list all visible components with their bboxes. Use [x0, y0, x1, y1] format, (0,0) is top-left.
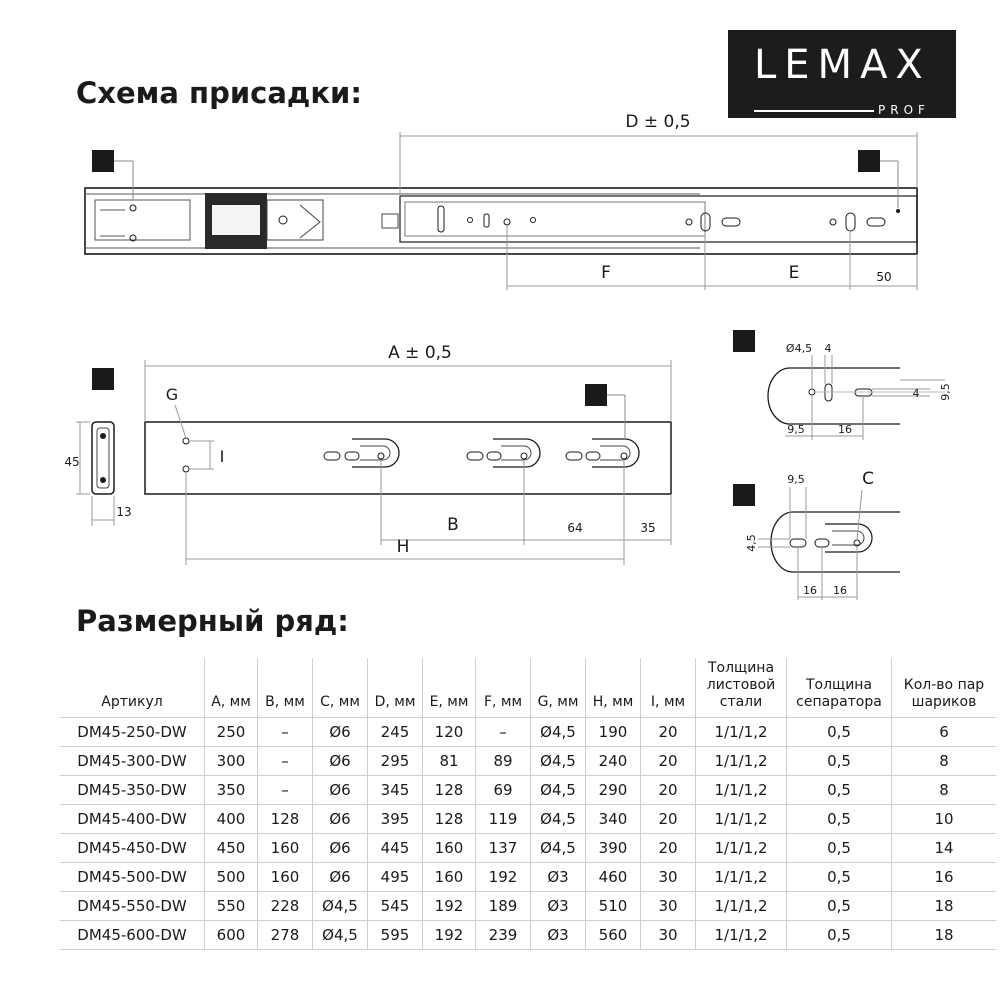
- detail-2-d95-bottom: 9,5: [787, 423, 805, 436]
- table-row: [60, 834, 996, 863]
- table-cell: Ø4,5: [531, 718, 586, 747]
- detail-2-d4top: 4: [824, 342, 832, 355]
- table-cell: 8: [892, 776, 997, 805]
- table-cell: 240: [586, 747, 641, 776]
- scheme-heading: Схема присадки:: [76, 76, 362, 110]
- table-cell: 89: [476, 747, 531, 776]
- slot: [815, 539, 829, 547]
- table-cell: 500: [205, 863, 258, 892]
- table-cell: 1/1/1,2: [696, 776, 787, 805]
- table-cell: Ø4,5: [531, 834, 586, 863]
- side-profile: [64, 368, 131, 526]
- hole: [830, 219, 836, 225]
- table-cell: Ø3: [531, 921, 586, 950]
- table-cell: 550: [205, 892, 258, 921]
- table-cell: 545: [368, 892, 423, 921]
- table-cell: 450: [205, 834, 258, 863]
- table-cell: 600: [205, 921, 258, 950]
- hole: [686, 219, 692, 225]
- dim-b-label: B: [447, 515, 459, 535]
- slot-group: [467, 439, 540, 467]
- main-rail: [145, 343, 671, 565]
- table-cell: 160: [423, 863, 476, 892]
- column-header: F, мм: [476, 658, 531, 718]
- marker-3-detail-label: 3: [739, 487, 749, 505]
- table-cell: 192: [476, 863, 531, 892]
- table-cell: 190: [586, 718, 641, 747]
- table-cell: 128: [423, 776, 476, 805]
- column-header: G, мм: [531, 658, 586, 718]
- detail-2-d4: 4: [912, 387, 920, 400]
- table-cell: 1/1/1,2: [696, 805, 787, 834]
- table-cell: Ø6: [313, 718, 368, 747]
- detail-2-d45: Ø4,5: [785, 342, 813, 355]
- table-cell: 1/1/1,2: [696, 718, 787, 747]
- slot: [846, 213, 855, 231]
- column-header-line: Кол-во пар: [903, 677, 985, 693]
- table-cell: 0,5: [787, 776, 892, 805]
- hole: [130, 205, 136, 211]
- logo-sub-text: PROF: [878, 103, 930, 117]
- table-cell: Ø6: [313, 776, 368, 805]
- table-cell: Ø3: [531, 863, 586, 892]
- dim-13-label: 13: [116, 505, 132, 519]
- table-header-row: [60, 658, 996, 718]
- marker-1-side-label: 1: [98, 371, 108, 389]
- table-row: [60, 805, 996, 834]
- logo-main-text: LEMAX: [754, 42, 931, 88]
- table-cell: 20: [641, 834, 696, 863]
- table-cell: 1/1/1,2: [696, 834, 787, 863]
- dim-50-label: 50: [876, 270, 892, 284]
- table-cell: 460: [586, 863, 641, 892]
- table-cell: Ø4,5: [313, 892, 368, 921]
- table-cell: Ø4,5: [531, 747, 586, 776]
- table-cell: 20: [641, 718, 696, 747]
- slot: [867, 218, 885, 226]
- slot-group: [566, 439, 639, 467]
- table-cell: 69: [476, 776, 531, 805]
- column-header-line: Толщина: [707, 660, 775, 676]
- push-mechanism-spring: [300, 205, 320, 238]
- table-cell: 295: [368, 747, 423, 776]
- article-cell: DM45-450-DW: [60, 834, 205, 863]
- table-cell: 30: [641, 892, 696, 921]
- table-cell: 0,5: [787, 892, 892, 921]
- column-header: Артикул: [60, 658, 205, 718]
- range-heading: Размерный ряд:: [76, 604, 349, 638]
- hole: [468, 218, 473, 223]
- detail-3-d16b: 16: [833, 584, 847, 597]
- article-cell: DM45-550-DW: [60, 892, 205, 921]
- column-header-line: шариков: [911, 694, 977, 710]
- table-cell: Ø6: [313, 805, 368, 834]
- detail-3-slot: [825, 524, 872, 552]
- slot: [438, 206, 444, 232]
- table-row: [60, 776, 996, 805]
- table-cell: 390: [586, 834, 641, 863]
- column-header: C, мм: [313, 658, 368, 718]
- column-header: [892, 658, 997, 718]
- table-cell: 0,5: [787, 834, 892, 863]
- table-cell: 0,5: [787, 805, 892, 834]
- dim-h-label: H: [396, 537, 410, 557]
- table-cell: 20: [641, 776, 696, 805]
- column-header: I, мм: [641, 658, 696, 718]
- column-header-line: Толщина: [805, 677, 873, 693]
- slot-group: [324, 439, 399, 467]
- table-cell: 30: [641, 863, 696, 892]
- profile-ball: [100, 433, 106, 439]
- table-cell: 81: [423, 747, 476, 776]
- table-row: [60, 747, 996, 776]
- table-cell: Ø4,5: [531, 805, 586, 834]
- table-cell: Ø6: [313, 834, 368, 863]
- table-cell: 0,5: [787, 921, 892, 950]
- column-header: [696, 658, 787, 718]
- article-cell: DM45-300-DW: [60, 747, 205, 776]
- table-cell: 1/1/1,2: [696, 921, 787, 950]
- table-row: [60, 892, 996, 921]
- rail-stop: [382, 214, 398, 228]
- detail-3-d95: 9,5: [787, 473, 805, 486]
- table-cell: 0,5: [787, 747, 892, 776]
- table-cell: 160: [423, 834, 476, 863]
- table-cell: 192: [423, 921, 476, 950]
- inner-member-plate: [405, 202, 705, 236]
- hole: [531, 218, 536, 223]
- detail-3-d16a: 16: [803, 584, 817, 597]
- table-cell: 30: [641, 921, 696, 950]
- marker-1-top-label: 1: [98, 153, 108, 171]
- table-row: [60, 718, 996, 747]
- table-cell: 0,5: [787, 863, 892, 892]
- column-header-line: сепаратора: [796, 694, 882, 710]
- dim-d-label: D ± 0,5: [625, 112, 691, 132]
- column-header: A, мм: [205, 658, 258, 718]
- table-cell: 160: [258, 834, 313, 863]
- front-bracket: [95, 200, 190, 240]
- table-cell: 278: [258, 921, 313, 950]
- table-cell: 1/1/1,2: [696, 747, 787, 776]
- table-cell: 495: [368, 863, 423, 892]
- table-cell: 300: [205, 747, 258, 776]
- dim-e-label: E: [788, 263, 800, 283]
- table-cell: 14: [892, 834, 997, 863]
- table-cell: 10: [892, 805, 997, 834]
- table-cell: 18: [892, 892, 997, 921]
- hole: [183, 466, 189, 472]
- push-mechanism: [267, 200, 323, 240]
- hole: [504, 219, 510, 225]
- table-cell: –: [476, 718, 531, 747]
- table-cell: 189: [476, 892, 531, 921]
- table-cell: 595: [368, 921, 423, 950]
- table-cell: Ø4,5: [531, 776, 586, 805]
- table-cell: 250: [205, 718, 258, 747]
- table-row: [60, 863, 996, 892]
- dim-64-label: 64: [567, 521, 583, 535]
- column-header-line: стали: [719, 694, 763, 710]
- article-cell: DM45-350-DW: [60, 776, 205, 805]
- dim-a-label: A ± 0,5: [388, 343, 452, 363]
- table-cell: 245: [368, 718, 423, 747]
- table-cell: 20: [641, 747, 696, 776]
- column-header: H, мм: [586, 658, 641, 718]
- slot: [484, 214, 489, 227]
- marker-2-detail-label: 2: [739, 333, 749, 351]
- table-cell: –: [258, 747, 313, 776]
- ball-cage-window: [212, 205, 260, 235]
- table-cell: 137: [476, 834, 531, 863]
- table-cell: 119: [476, 805, 531, 834]
- dim-i-label: I: [219, 447, 225, 466]
- table-cell: 395: [368, 805, 423, 834]
- table-cell: 400: [205, 805, 258, 834]
- top-rail-assembly: [85, 112, 917, 290]
- detail-2: [733, 330, 952, 440]
- table-cell: 128: [258, 805, 313, 834]
- dim-f-label: F: [601, 263, 611, 283]
- table-cell: 20: [641, 805, 696, 834]
- table-cell: 1/1/1,2: [696, 892, 787, 921]
- article-cell: DM45-500-DW: [60, 863, 205, 892]
- detail-3-c: C: [862, 469, 874, 489]
- dim-45-label: 45: [64, 455, 80, 469]
- article-cell: DM45-400-DW: [60, 805, 205, 834]
- column-header: [787, 658, 892, 718]
- slot: [722, 218, 740, 226]
- table-cell: 228: [258, 892, 313, 921]
- profile-outline: [92, 422, 114, 494]
- table-row: [60, 921, 996, 950]
- table-cell: 239: [476, 921, 531, 950]
- table-cell: 350: [205, 776, 258, 805]
- table-cell: 0,5: [787, 718, 892, 747]
- inner-member: [400, 196, 917, 242]
- detail-3-d45: 4,5: [745, 534, 758, 552]
- table-cell: 445: [368, 834, 423, 863]
- size-range-table: [60, 658, 996, 950]
- table-cell: Ø6: [313, 747, 368, 776]
- hole: [897, 210, 900, 213]
- table-cell: 192: [423, 892, 476, 921]
- table-cell: 160: [258, 863, 313, 892]
- marker-3-main-label: 3: [591, 387, 601, 405]
- detail-3-slot-inner: [832, 531, 864, 545]
- table-cell: 120: [423, 718, 476, 747]
- table-cell: Ø3: [531, 892, 586, 921]
- table-cell: 6: [892, 718, 997, 747]
- table-cell: 510: [586, 892, 641, 921]
- column-header: D, мм: [368, 658, 423, 718]
- profile-ball: [100, 477, 106, 483]
- table-cell: 345: [368, 776, 423, 805]
- table-cell: 290: [586, 776, 641, 805]
- table-cell: 560: [586, 921, 641, 950]
- table-cell: 128: [423, 805, 476, 834]
- detail-2-d95-right: 9,5: [939, 383, 952, 401]
- article-cell: DM45-250-DW: [60, 718, 205, 747]
- slot: [790, 539, 806, 547]
- column-header: E, мм: [423, 658, 476, 718]
- column-header: B, мм: [258, 658, 313, 718]
- hole: [279, 216, 287, 224]
- table-cell: –: [258, 776, 313, 805]
- dim-35-label: 35: [640, 521, 656, 535]
- detail-2-d16: 16: [838, 423, 852, 436]
- table-cell: 18: [892, 921, 997, 950]
- dim-g-label: G: [165, 385, 179, 404]
- column-header-line: листовой: [706, 677, 776, 693]
- table-cell: Ø6: [313, 863, 368, 892]
- table-body: [60, 718, 996, 950]
- table-cell: 1/1/1,2: [696, 863, 787, 892]
- article-cell: DM45-600-DW: [60, 921, 205, 950]
- hole: [183, 438, 189, 444]
- table-cell: Ø4,5: [313, 921, 368, 950]
- table-cell: 8: [892, 747, 997, 776]
- marker-2-top-label: 2: [864, 153, 874, 171]
- detail-3: [733, 469, 900, 600]
- table-cell: 340: [586, 805, 641, 834]
- table-cell: 16: [892, 863, 997, 892]
- table-cell: –: [258, 718, 313, 747]
